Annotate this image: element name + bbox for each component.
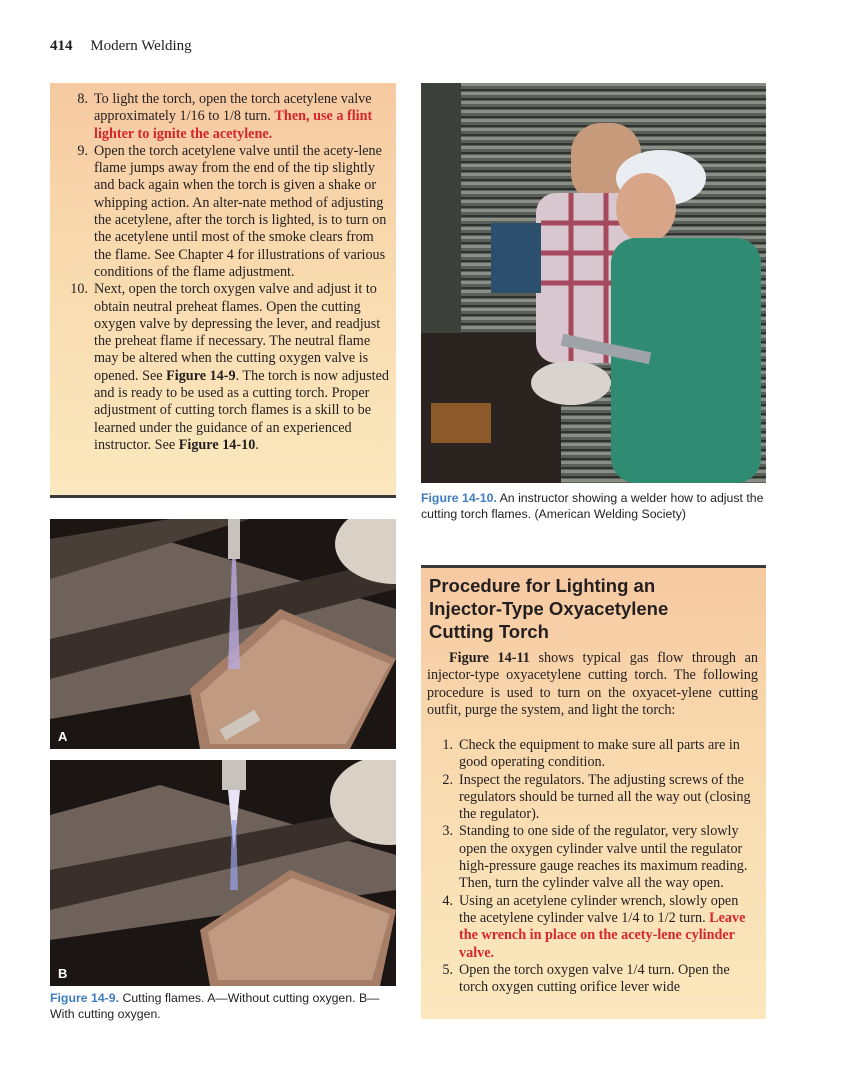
cutting-flame-photo-a <box>50 519 396 749</box>
step-item: 9. Open the torch acetylene valve until the acety-lene flame jumps away from the end of the tip slightly and back again when the torch is given a shake or whipping action. An alter-nate method of adjusting the acetylene, after the torch is lighted, is to turn on the acetylene until most of the smoke clears from the flame. See Chapter 4 for illustrations of various conditions of the flame adjustment. <box>77 142 387 280</box>
step-emphasis: Leave the wrench in place on the acety-lene cylinder valve. <box>459 909 746 961</box>
instructor-welder-illustration <box>421 83 766 483</box>
flame-without-oxygen-illustration <box>50 519 396 749</box>
step-text: Next, open the torch oxygen valve and adjust it to obtain neutral preheat flames. Open the cutting oxygen valve by depressing the lever, and readjust the preheat flame if necessary. The neutral flame may be altered when the cutting oxygen valve is opened. See <box>94 281 381 384</box>
figure-caption <box>50 990 396 1022</box>
caption-text: Cutting flames. A—Without cutting oxygen. B—With cutting oxygen. <box>50 991 380 1021</box>
step-item: 4. Using an acetylene cylinder wrench, slowly open the acetylene cylinder valve 1/4 to 1/2 turn. Leave the wrench in place on the acety-lene cylinder valve. <box>442 892 746 961</box>
page-number: 414 <box>50 38 73 54</box>
figure-reference[interactable]: Figure 14-9 <box>166 367 236 384</box>
step-text: To light the torch, open the torch acetylene valve approximately 1/16 to 1/8 turn. <box>94 91 372 125</box>
step-text: Using an acetylene cylinder wrench, slowly open the acetylene cylinder valve 1/4 to 1/2 turn. <box>459 892 739 926</box>
step-item: 3. Standing to one side of the regulator, very slowly open the oxygen cylinder valve until the regulator high-pressure gauge reaches its maximum reading. Then, turn the cylinder valve all the way open. <box>442 823 748 892</box>
figure-caption <box>421 490 766 522</box>
step-text: Standing to one side of the regulator, very slowly open the oxygen cylinder valve until the regulator high-pressure gauge reaches its maximum reading. Then, turn the cylinder valve all the way open. <box>459 823 748 892</box>
step-text: Open the torch acetylene valve until the acety-lene flame jumps away from the end of the tip slightly and back again when the torch is given a shake or whipping action. An alter-nate method of adjusting the acetylene, after the torch is lighted, is to turn on the acetylene until most of the smoke clears from the flame. See Chapter 4 for illustrations of various conditions of the flame adjustment. <box>94 142 387 280</box>
photo-label-a: A <box>58 729 68 744</box>
figure-reference[interactable]: Figure 14-11 <box>449 650 530 666</box>
figure-label: Figure 14-9. <box>50 991 120 1005</box>
book-title: Modern Welding <box>90 38 192 54</box>
step-text: Check the equipment to make sure all parts are in good operating condition. <box>459 737 740 771</box>
caption-text: An instructor showing a welder how to adjust the cutting torch flames. (American Welding Society) <box>421 491 764 521</box>
step-item: 1. Check the equipment to make sure all parts are in good operating condition. <box>442 737 740 771</box>
step-item: 8. To light the torch, open the torch acetylene valve approximately 1/16 to 1/8 turn. Then, use a flint lighter to ignite the acetylene. <box>77 91 373 142</box>
figure-label: Figure 14-10. <box>421 491 497 505</box>
procedure-intro: Figure 14-11 shows typical gas flow through an injector-type oxyacetylene cutting torch. The following procedure is used to turn on the oxyacet-ylene cutting outfit, purge the system, and light the torch: <box>427 650 759 718</box>
flame-with-oxygen-illustration <box>50 760 396 986</box>
step-item: 5. Open the torch oxygen valve 1/4 turn. Open the torch oxygen cutting orifice lever wide <box>442 961 730 996</box>
page-header <box>50 38 192 55</box>
step-item: 2. Inspect the regulators. The adjusting screws of the regulators should be turned all the way out (closing the regulator). <box>442 771 751 823</box>
figure-reference[interactable]: Figure 14-10 <box>178 436 256 453</box>
step-item: 10. Next, open the torch oxygen valve and adjust it to obtain neutral preheat flames. Open the cutting oxygen valve by depressing the lever, and readjust the preheat flame if necessary. The neutral flame may be altered when the cutting oxygen valve is opened. See Figure 14-9. The torch is now adjusted and is ready to be used as a cutting torch. Proper adjustment of cutting torch flames is a skill to be learned under the guidance of an experienced instructor. See Figure 14-10. <box>70 281 390 453</box>
procedure-heading: Procedure for Lighting an Injector-Type Oxyacetylene Cutting Torch <box>429 575 669 642</box>
cutting-flame-photo-b <box>50 760 396 986</box>
procedure-box <box>421 565 766 1019</box>
steps-continued-box <box>50 83 396 498</box>
instructor-welder-photo <box>421 83 766 483</box>
step-emphasis: Then, use a flint lighter to ignite the acetylene. <box>94 108 373 142</box>
step-text: Inspect the regulators. The adjusting screws of the regulators should be turned all the way out (closing the regulator). <box>459 771 751 823</box>
step-text: Open the torch oxygen valve 1/4 turn. Open the torch oxygen cutting orifice lever wide <box>459 961 730 996</box>
photo-label-b: B <box>58 966 68 981</box>
